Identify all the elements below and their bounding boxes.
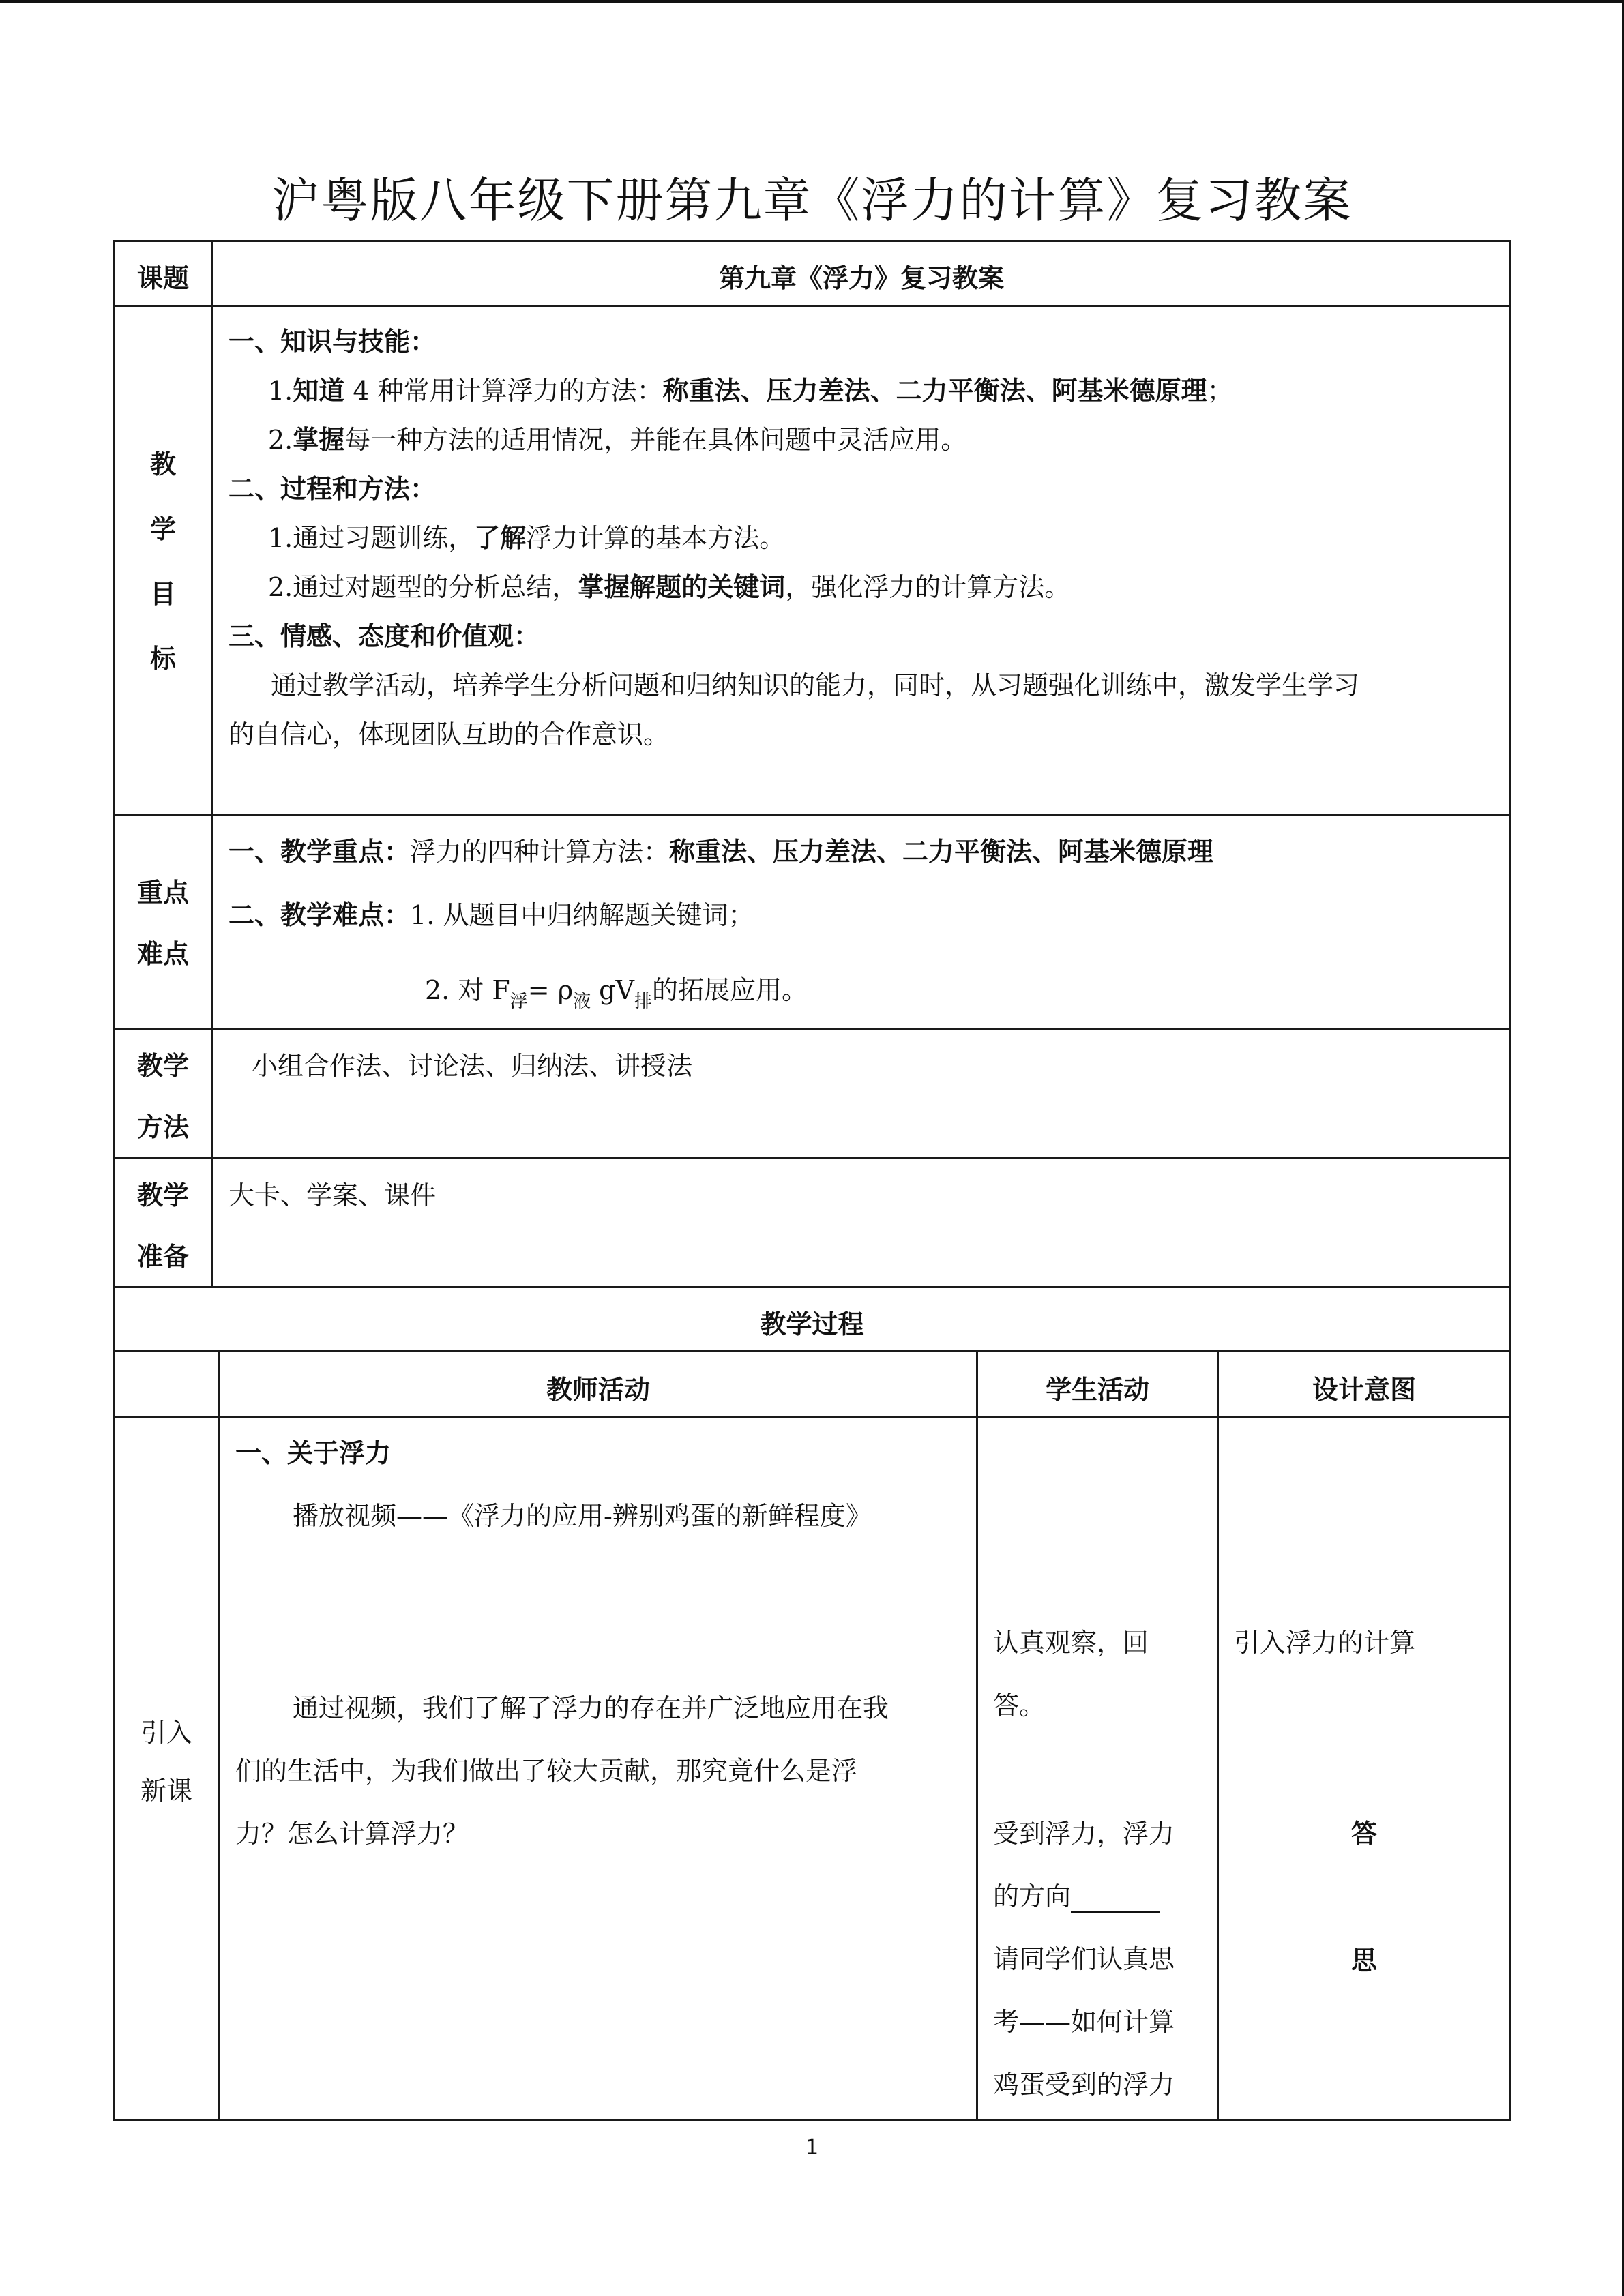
line-suffix: ，强化浮力的计算方法。 (785, 572, 1071, 602)
objectives-label-3: 目 (149, 579, 176, 609)
header-teacher-activity: 教师活动 (546, 1375, 650, 1405)
methods-label-2: 方法 (136, 1112, 189, 1142)
line-prefix: 1. (268, 523, 293, 553)
document-title: 沪粤版八年级下册第九章《浮力的计算》复习教案 (271, 173, 1353, 228)
methods-value: 小组合作法、讨论法、归纳法、讲授法 (252, 1051, 693, 1081)
line-suffix: 浮力计算的基本方法。 (526, 523, 786, 553)
topic-label: 课题 (136, 263, 189, 293)
objectives-knowledge-line-2 (268, 419, 966, 456)
subscript-buoyancy: 浮 (510, 992, 528, 1012)
line-prefix: 2. (268, 572, 293, 602)
line-text: 4 种常用计算浮力的方法： (344, 376, 663, 406)
difficulty-heading: 二、教学难点： (228, 900, 411, 930)
focus-methods: 称重法、压力差法、二力平衡法、阿基米德原理 (669, 837, 1214, 867)
keypoints-label-cell (113, 814, 213, 1030)
formula-gv: gV (591, 975, 634, 1005)
subscript-displaced: 排 (634, 992, 652, 1012)
student-line-a2: 答。 (993, 1690, 1046, 1720)
line-text: 每一种方法的适用情况，并能在具体问题中灵活应用。 (344, 425, 967, 455)
preparation-label-1: 教学 (136, 1180, 189, 1210)
direction-text: 的方向 (993, 1881, 1072, 1911)
process-header-teacher (218, 1350, 978, 1418)
student-line-b1: 受到浮力，浮力 (993, 1819, 1175, 1849)
design-char-answer: 答 (1350, 1819, 1377, 1849)
preparation-label-cell (113, 1157, 213, 1288)
process-header-stage (113, 1350, 220, 1418)
teaching-difficulty-line-1 (228, 894, 754, 931)
topic-label-cell (113, 240, 213, 307)
methods-label-1: 教学 (136, 1051, 189, 1081)
keypoints-content-cell (211, 814, 1511, 1030)
process-header-student (976, 1350, 1219, 1418)
formula-prefix: 2. 对 F (425, 975, 510, 1005)
line-prefix: 2. (268, 425, 293, 455)
line-prefix: 1. (268, 376, 293, 406)
focus-text: 浮力的四种计算方法： (410, 837, 670, 867)
objectives-content-cell (211, 305, 1511, 816)
student-line-c2: 考——如何计算 (993, 2007, 1175, 2037)
student-line-c3: 鸡蛋受到的浮力 (993, 2070, 1175, 2100)
formula-rho: = ρ (527, 975, 574, 1005)
keypoints-label-2: 难点 (136, 939, 189, 969)
topic-value-cell (211, 240, 1511, 307)
process-row-stage-cell (113, 1416, 220, 2121)
objectives-label-cell (113, 305, 213, 816)
bold-keyword: 掌握 (293, 425, 345, 455)
formula-suffix: 的拓展应用。 (651, 975, 808, 1005)
process-header-design (1217, 1350, 1511, 1418)
objectives-label-4: 标 (149, 644, 176, 674)
objectives-attitude-line-1: 通过教学活动，培养学生分析问题和归纳知识的能力，同时，从习题强化训练中，激发学生学习 (271, 670, 1360, 700)
design-line-1: 引入浮力的计算 (1234, 1628, 1416, 1658)
process-title: 教学过程 (760, 1309, 864, 1339)
preparation-content-cell (211, 1157, 1511, 1288)
preparation-label-2: 准备 (136, 1242, 189, 1272)
preparation-value: 大卡、学案、课件 (228, 1180, 437, 1210)
bold-keyword: 掌握解题的关键词 (578, 572, 786, 602)
bold-keyword: 知道 (293, 376, 345, 406)
process-row-teacher-cell (218, 1416, 978, 2121)
teacher-heading: 一、关于浮力 (235, 1438, 392, 1468)
bold-keyword: 了解 (474, 523, 527, 553)
student-line-b2 (993, 1875, 1160, 1913)
line-text: 通过对题型的分析总结， (293, 572, 578, 602)
objectives-heading-process: 二、过程和方法： (228, 474, 437, 504)
difficulty-1: 1. 从题目中归纳解题关键词； (410, 900, 754, 930)
objectives-process-line-2 (268, 566, 1070, 603)
process-row-design-cell (1217, 1416, 1511, 2121)
objectives-heading-knowledge: 一、知识与技能： (228, 327, 437, 357)
teaching-difficulty-line-2 (425, 969, 808, 1013)
teacher-line-1: 播放视频——《浮力的应用-辨别鸡蛋的新鲜程度》 (293, 1501, 872, 1531)
stage-label-2: 新课 (140, 1776, 192, 1806)
methods-content-cell (211, 1028, 1511, 1159)
design-char-think: 思 (1350, 1945, 1377, 1976)
header-design-intent: 设计意图 (1312, 1375, 1416, 1405)
page-number: 1 (805, 2136, 819, 2160)
objectives-label-2: 学 (149, 514, 176, 544)
keypoints-label-1: 重点 (136, 878, 189, 908)
student-line-c1: 请同学们认真思 (993, 1944, 1175, 1974)
fill-in-blank[interactable] (1071, 1888, 1160, 1913)
objectives-knowledge-line-1 (268, 370, 1233, 407)
teacher-line-3: 们的生活中，为我们做出了较大贡献，那究竟什么是浮 (235, 1756, 858, 1786)
page-top-border (0, 0, 1624, 3)
process-title-cell (113, 1286, 1511, 1352)
line-suffix: ； (1207, 376, 1233, 406)
teacher-line-4: 力？怎么计算浮力？ (235, 1819, 469, 1849)
objectives-heading-attitude: 三、情感、态度和价值观： (228, 621, 540, 651)
focus-heading: 一、教学重点： (228, 837, 411, 867)
stage-label-1: 引入 (140, 1718, 192, 1748)
header-student-activity: 学生活动 (1045, 1375, 1149, 1405)
process-row-student-cell (976, 1416, 1219, 2121)
methods-label-cell (113, 1028, 213, 1159)
line-text: 通过习题训练， (293, 523, 475, 553)
objectives-label-1: 教 (149, 449, 176, 479)
student-line-a1: 认真观察，回 (993, 1628, 1149, 1658)
objectives-process-line-1 (268, 517, 785, 554)
teacher-line-2: 通过视频，我们了解了浮力的存在并广泛地应用在我 (293, 1693, 889, 1723)
methods-list: 称重法、压力差法、二力平衡法、阿基米德原理 (662, 376, 1207, 406)
teaching-focus-line (228, 831, 1213, 868)
objectives-attitude-line-2: 的自信心，体现团队互助的合作意识。 (228, 719, 670, 749)
topic-value: 第九章《浮力》复习教案 (718, 263, 1004, 293)
subscript-liquid: 液 (573, 992, 591, 1012)
